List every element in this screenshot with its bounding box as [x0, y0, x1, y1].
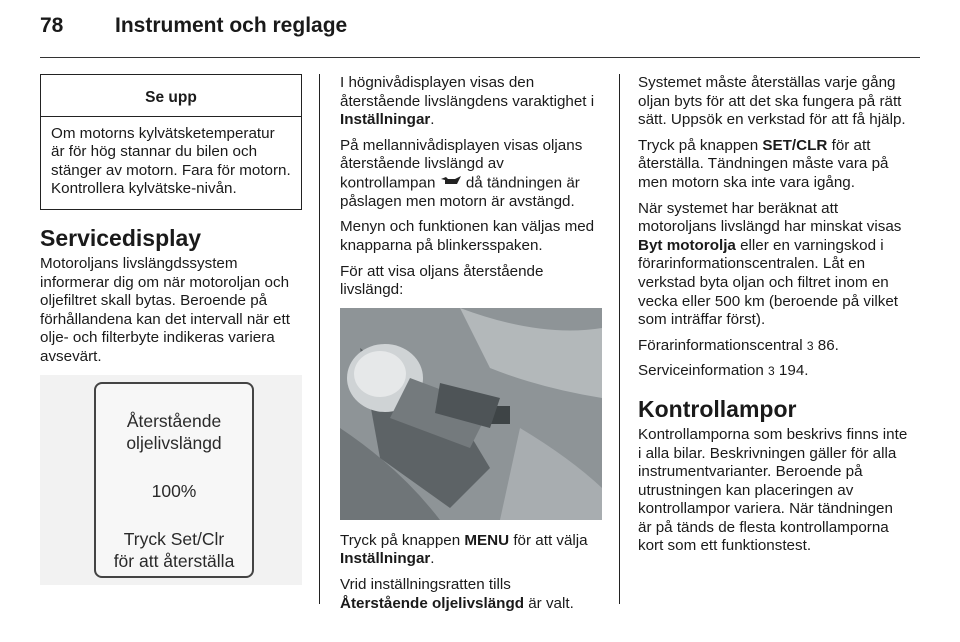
col3-paragraph-1: Systemet måste återställas varje gång oljan byts för att det ska fungera på rätt sätt. Uppsök en verkstad för att få hjälp. — [638, 74, 906, 129]
service-intro: Motoroljans livslängdssystem informerar dig om när motoroljan och oljefiltret skall bytas. Beroende på förhållandena kan det intervall när ett olje- och filterbyte indikeras variera avsevärt. — [40, 254, 290, 365]
reference-arrow-icon: 3 — [806, 338, 814, 353]
page-title: Instrument och reglage — [115, 14, 348, 37]
cross-reference-driver-info[interactable]: Förarinformationscentral 3 86. — [638, 336, 839, 354]
col2-paragraph-4: För att visa oljans återstående livslängd: — [340, 262, 544, 299]
oil-can-icon — [440, 174, 462, 193]
col3-paragraph-3: När systemet har beräknat att motoroljans livslängd har minskat visas Byt motorolja eller en varningskod i förarinformationscentralen. Låt en verkstad byta oljan och filtret inom en vecka eller 500 km (beroende på vilket som inträffar först). — [638, 199, 902, 329]
column-3 — [638, 74, 908, 563]
section-heading-kontrollampor: Kontrollampor — [638, 395, 797, 422]
display-line-4: för att återställa — [113, 550, 235, 571]
col2-paragraph-5: Tryck på knappen MENU för att välja Inställningar. — [340, 531, 588, 568]
header-rule — [40, 57, 920, 58]
caution-box — [40, 74, 302, 210]
reference-arrow-icon: 3 — [768, 364, 775, 379]
display-percent: 100% — [151, 480, 197, 501]
section-heading-servicedisplay: Servicedisplay — [40, 224, 202, 251]
column-divider-2 — [619, 74, 620, 604]
col2-paragraph-6: Vrid inställningsratten tills Återstående oljelivslängd är valt. — [340, 576, 574, 612]
display-line-3: Tryck Set/Clr — [123, 528, 225, 549]
display-screen — [94, 382, 254, 578]
col2-paragraph-2: På mellannivådisplayen visas oljans återstående livslängd av kontrollampan då tändningen är påslagen men motorn är avstängd. — [340, 136, 583, 210]
cross-reference-service-info[interactable]: Serviceinformation 3 194. — [638, 362, 809, 380]
column-divider-1 — [319, 74, 320, 604]
column-2 — [340, 74, 602, 620]
display-line-1: Återstående — [126, 410, 222, 431]
page-header — [40, 14, 347, 50]
col2-paragraph-3: Menyn och funktionen kan väljas med knapparna på blinkersspaken. — [340, 218, 595, 255]
column-1 — [40, 74, 302, 585]
col3-paragraph-2: Tryck på knappen SET/CLR för att återställa. Tändningen måste vara på men motorn ska inte vara igång. — [638, 136, 889, 191]
col2-paragraph-1: I högnivådisplayen visas den återstående livslängdens varaktighet i Inställningar. — [340, 74, 595, 129]
caution-title: Se upp — [41, 75, 301, 117]
turn-signal-stalk-image — [340, 308, 602, 520]
caution-text: Om motorns kylvätsketemperatur är för hög stannar du bilen och stänger av motorn. Fara för motorn. Kontrollera kylvätske-nivån. — [51, 124, 291, 198]
oil-life-display-image — [40, 375, 302, 585]
page-number: 78 — [40, 14, 64, 37]
col3-paragraph-4: Kontrollamporna som beskrivs finns inte i alla bilar. Beskrivningen gäller för alla instrumentvarianter. Beroende på utrustningen kan placeringen av kontrollampor variera. När tändningen är på tänds de flesta kontrollamporna kort som ett funktionstest. — [638, 425, 908, 555]
display-line-2: oljelivslängd — [126, 432, 222, 453]
